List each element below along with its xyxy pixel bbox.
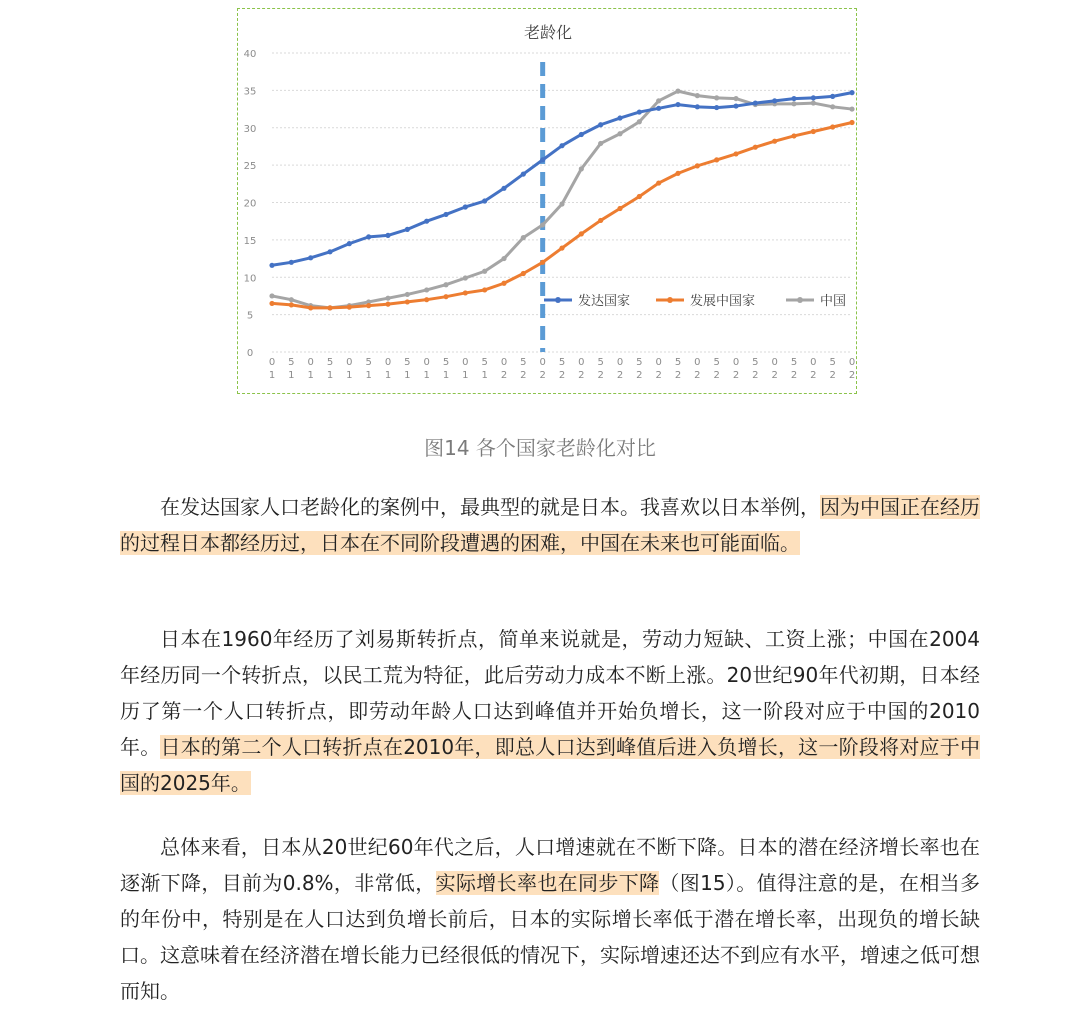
data-point [521,235,526,240]
data-point [811,100,816,105]
x-tick-label: 5 [829,357,836,368]
data-point [849,120,854,125]
data-point [424,287,429,292]
data-point [733,96,738,101]
data-point [385,302,390,307]
data-point [811,129,816,134]
data-point [269,263,274,268]
data-point [540,222,545,227]
data-point [675,89,680,94]
data-point [443,294,448,299]
x-tick-label: 5 [790,357,798,368]
data-point [405,227,410,232]
series-line [272,91,852,308]
data-point [656,106,661,111]
series-line [272,123,852,308]
data-point [733,151,738,156]
data-point [714,105,719,110]
data-point [695,93,700,98]
paragraph-text: （图15）。值得注意的是，在相当多的年份中，特别是在人口达到负增长前后，日本的实际增长率低于潜在增长率，出现负的增长缺口。这意味着在经济潜在增长能力已经很低的情况下，实际增速还达不到应有水平，增速之低可想而知。 [120,871,981,1003]
x-tick-label: 1 [423,370,430,381]
x-tick-label: 5 [597,357,604,368]
y-tick-label: 35 [243,86,257,98]
data-point [385,296,390,301]
y-tick-label: 10 [243,273,257,285]
x-tick-label: 5 [326,357,334,368]
highlighted-text: 实际增长率也在同步下降 [435,871,660,895]
data-point [463,204,468,209]
x-tick-label: 2 [752,370,759,381]
data-point [443,282,448,287]
data-point [559,245,564,250]
x-tick-label: 5 [288,357,295,368]
legend-marker [667,297,673,303]
x-tick-label: 0 [810,357,817,368]
x-tick-label: 5 [636,357,643,368]
data-point [385,233,390,238]
x-tick-label: 2 [713,370,720,381]
data-point [849,106,854,111]
data-point [482,287,487,292]
x-tick-label: 5 [752,357,759,368]
x-tick-label: 5 [365,357,372,368]
data-point [656,98,661,103]
data-point [501,186,506,191]
data-point [347,305,352,310]
data-point [405,299,410,304]
data-point [289,297,294,302]
x-tick-label: 2 [578,370,585,381]
x-tick-label: 2 [500,370,508,381]
x-tick-label: 0 [307,357,314,368]
x-tick-label: 0 [771,357,778,368]
data-point [637,194,642,199]
y-tick-label: 25 [243,161,257,173]
data-point [753,100,758,105]
x-tick-label: 1 [346,370,353,381]
legend-marker [555,297,561,303]
data-point [830,124,835,129]
x-tick-label: 0 [848,357,856,368]
data-point [617,115,622,120]
data-point [695,104,700,109]
x-tick-label: 2 [539,370,546,381]
data-point [772,98,777,103]
x-tick-label: 0 [655,357,662,368]
data-point [327,249,332,254]
y-tick-label: 0 [246,348,254,359]
data-point [830,94,835,99]
data-point [327,305,332,310]
figure-caption: 图14 各个国家老龄化对比 [424,436,656,460]
x-tick-label: 0 [384,357,392,368]
data-point [347,241,352,246]
legend-marker [797,297,803,303]
highlighted-text: 因为中国正在经历的过程日本都经历过，日本在不同阶段遭遇的困难，中国在未来也可能面临。 [120,495,980,555]
data-point [559,143,564,148]
x-tick-label: 0 [578,357,585,368]
data-point [443,212,448,217]
data-point [308,305,313,310]
data-point [579,231,584,236]
paragraph-2 [120,621,980,801]
data-point [482,198,487,203]
x-tick-label: 2 [771,370,778,381]
x-tick-label: 1 [462,370,469,381]
x-tick-label: 5 [481,357,488,368]
chart-title: 老龄化 [523,23,573,42]
data-point [424,219,429,224]
data-point [791,96,796,101]
x-tick-label: 2 [732,370,740,381]
legend-label: 发达国家 [578,294,631,309]
x-tick-label: 0 [423,357,430,368]
data-point [521,271,526,276]
data-point [366,234,371,239]
data-point [463,290,468,295]
highlighted-text: 日本的第二个人口转折点在2010年，即总人口达到峰值后进入负增长，这一阶段将对应于中国的2025年。 [120,735,981,795]
x-tick-label: 1 [384,370,392,381]
x-tick-label: 5 [558,357,566,368]
data-point [811,95,816,100]
y-tick-label: 20 [243,198,257,210]
data-point [617,206,622,211]
data-point [501,256,506,261]
data-point [289,260,294,265]
x-tick-label: 1 [404,370,411,381]
data-point [540,260,545,265]
data-point [269,301,274,306]
x-tick-label: 1 [268,370,276,381]
data-point [521,171,526,176]
legend-label: 发展中国家 [690,294,756,309]
data-point [753,145,758,150]
data-point [656,180,661,185]
data-point [501,281,506,286]
x-tick-label: 1 [307,370,314,381]
data-point [849,90,854,95]
x-tick-label: 5 [520,357,527,368]
x-tick-label: 1 [442,370,450,381]
data-point [598,122,603,127]
x-tick-label: 1 [288,370,295,381]
data-point [675,171,680,176]
legend-label: 中国 [820,294,847,309]
aging-line-chart [238,9,858,395]
data-point [791,133,796,138]
x-tick-label: 2 [616,370,624,381]
x-tick-label: 2 [636,370,643,381]
paragraph-text: 日本在1960年经历了刘易斯转折点，简单来说就是，劳动力短缺、工资上涨；中国在2004年经历同一个转折点，以民工荒为特征，此后劳动力成本不断上涨。20世纪90年代初期，日本经历了第一个人口转折点，即劳动年龄人口达到峰值并开始负增长，这一阶段对应于中国的2010年。 [120,627,980,759]
data-point [405,292,410,297]
x-tick-label: 0 [694,357,701,368]
data-point [675,102,680,107]
x-tick-label: 1 [365,370,372,381]
x-tick-label: 2 [790,370,798,381]
data-point [830,104,835,109]
data-point [366,303,371,308]
x-tick-label: 0 [539,357,546,368]
x-tick-label: 1 [326,370,334,381]
data-point [424,297,429,302]
data-point [463,275,468,280]
data-point [579,132,584,137]
y-tick-label: 5 [246,310,254,322]
x-tick-label: 2 [694,370,701,381]
data-point [269,293,274,298]
x-tick-label: 0 [346,357,353,368]
paragraph-text: 在发达国家人口老龄化的案例中，最典型的就是日本。我喜欢以日本举例， [160,495,820,519]
data-point [617,131,622,136]
paragraph-1 [120,489,980,561]
x-tick-label: 2 [520,370,527,381]
data-point [772,139,777,144]
x-tick-label: 1 [481,370,488,381]
data-point [695,163,700,168]
data-point [559,201,564,206]
x-tick-label: 2 [829,370,836,381]
x-tick-label: 0 [268,357,276,368]
x-tick-label: 5 [674,357,682,368]
data-point [482,269,487,274]
data-point [637,119,642,124]
x-tick-label: 5 [404,357,411,368]
y-tick-label: 30 [243,123,257,135]
data-point [714,95,719,100]
x-tick-label: 2 [810,370,817,381]
data-point [540,157,545,162]
x-tick-label: 5 [713,357,720,368]
x-tick-label: 0 [616,357,624,368]
data-point [714,157,719,162]
data-point [637,109,642,114]
y-tick-label: 15 [243,235,257,247]
paragraph-text: 总体来看，日本从20世纪60年代之后，人口增速就在不断下降。日本的潜在经济增长率也在逐渐下降，目前为0.8%，非常低， [120,835,980,895]
data-point [733,103,738,108]
data-point [579,166,584,171]
x-tick-label: 2 [848,370,856,381]
data-point [308,255,313,260]
paragraph-3 [120,829,980,1009]
data-point [598,218,603,223]
data-point [289,302,294,307]
x-tick-label: 0 [732,357,740,368]
x-tick-label: 0 [462,357,469,368]
x-tick-label: 2 [674,370,682,381]
data-point [791,101,796,106]
x-tick-label: 5 [442,357,450,368]
x-tick-label: 2 [655,370,662,381]
data-point [598,141,603,146]
x-tick-label: 0 [500,357,508,368]
y-tick-label: 40 [243,49,257,60]
chart-figure [237,8,857,394]
x-tick-label: 2 [597,370,604,381]
x-tick-label: 2 [558,370,566,381]
